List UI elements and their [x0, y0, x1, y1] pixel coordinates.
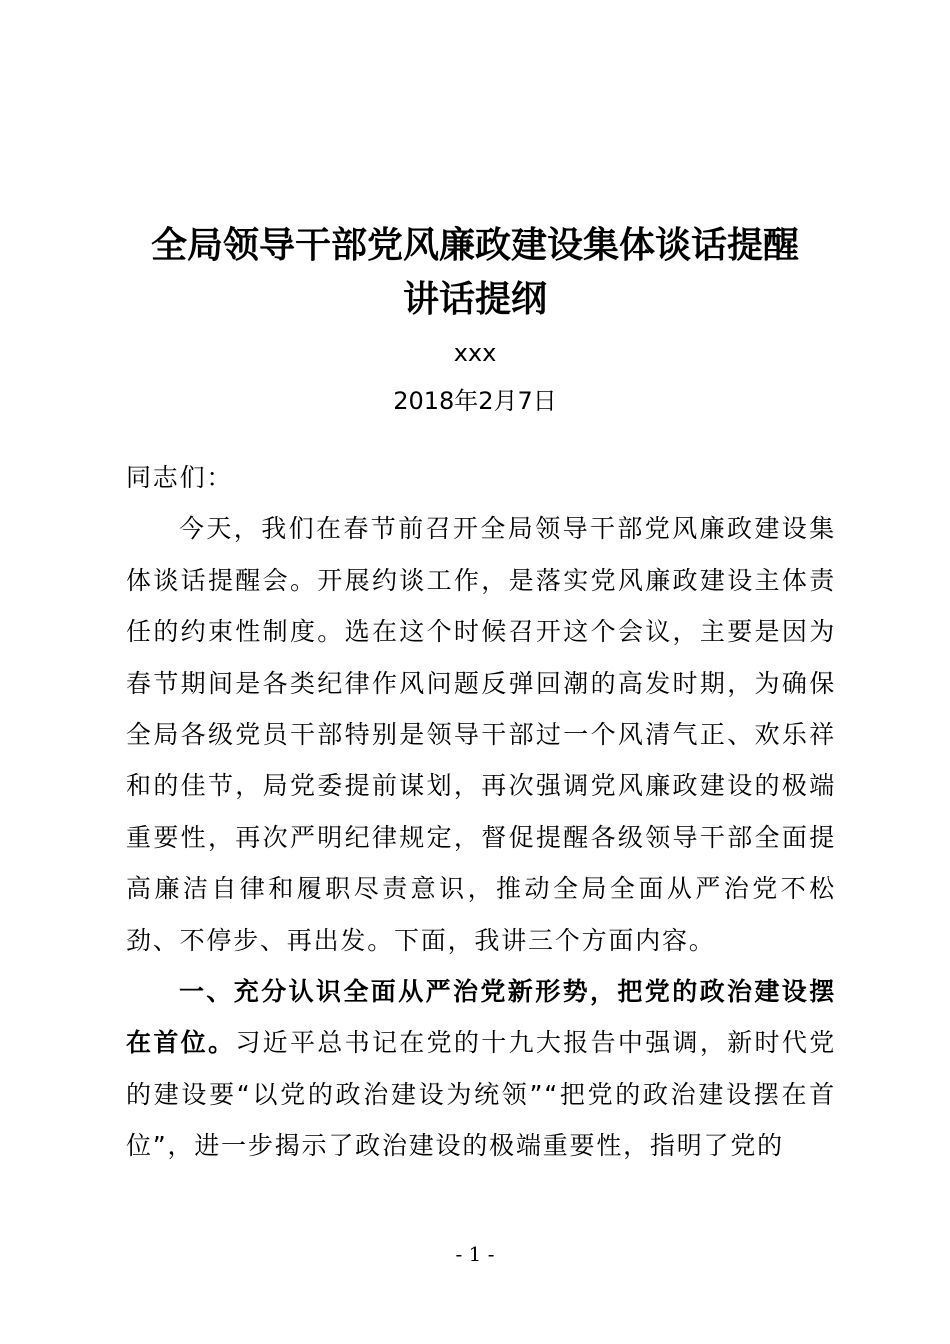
- section-1-heading: 一、充分认识全面从严治党新形势，把党的政治建设摆在首位。: [126, 977, 836, 1058]
- page-number: - 1 -: [455, 1242, 495, 1266]
- author: xxx: [453, 339, 497, 367]
- salutation: 同志们：: [126, 463, 234, 492]
- section-1-text: 习近平总书记在党的十九大报告中强调，新时代党的建设要“以党的政治建设为统领”“把党的政治建设摆在首位”，进一步揭示了政治建设的极端重要性，指明了党的: [126, 1028, 836, 1161]
- speech-body: [126, 452, 836, 1172]
- speech-date: 2018年2月7日: [393, 387, 557, 415]
- paragraph-section-1: [126, 966, 836, 1172]
- paragraph-intro: 今天，我们在春节前召开全局领导干部党风廉政建设集体谈话提醒会。开展约谈工作，是落实党风廉政建设主体责任的约束性制度。选在这个时候召开这个会议，主要是因为春节期间是各类纪律作风问题反弹回潮的高发时期，为确保全局各级党员干部特别是领导干部过一个风清气正、欢乐祥和的佳节，局党委提前谋划，再次强调党风廉政建设的极端重要性，再次严明纪律规定，督促提醒各级领导干部全面提高廉洁自律和履职尽责意识，推动全局全面从严治党不松劲、不停步、再出发。下面，我讲三个方面内容。: [126, 514, 836, 955]
- title-line-2: 讲话提纲: [402, 278, 547, 320]
- title-line-1: 全局领导干部党风廉政建设集体谈话提醒: [150, 224, 799, 266]
